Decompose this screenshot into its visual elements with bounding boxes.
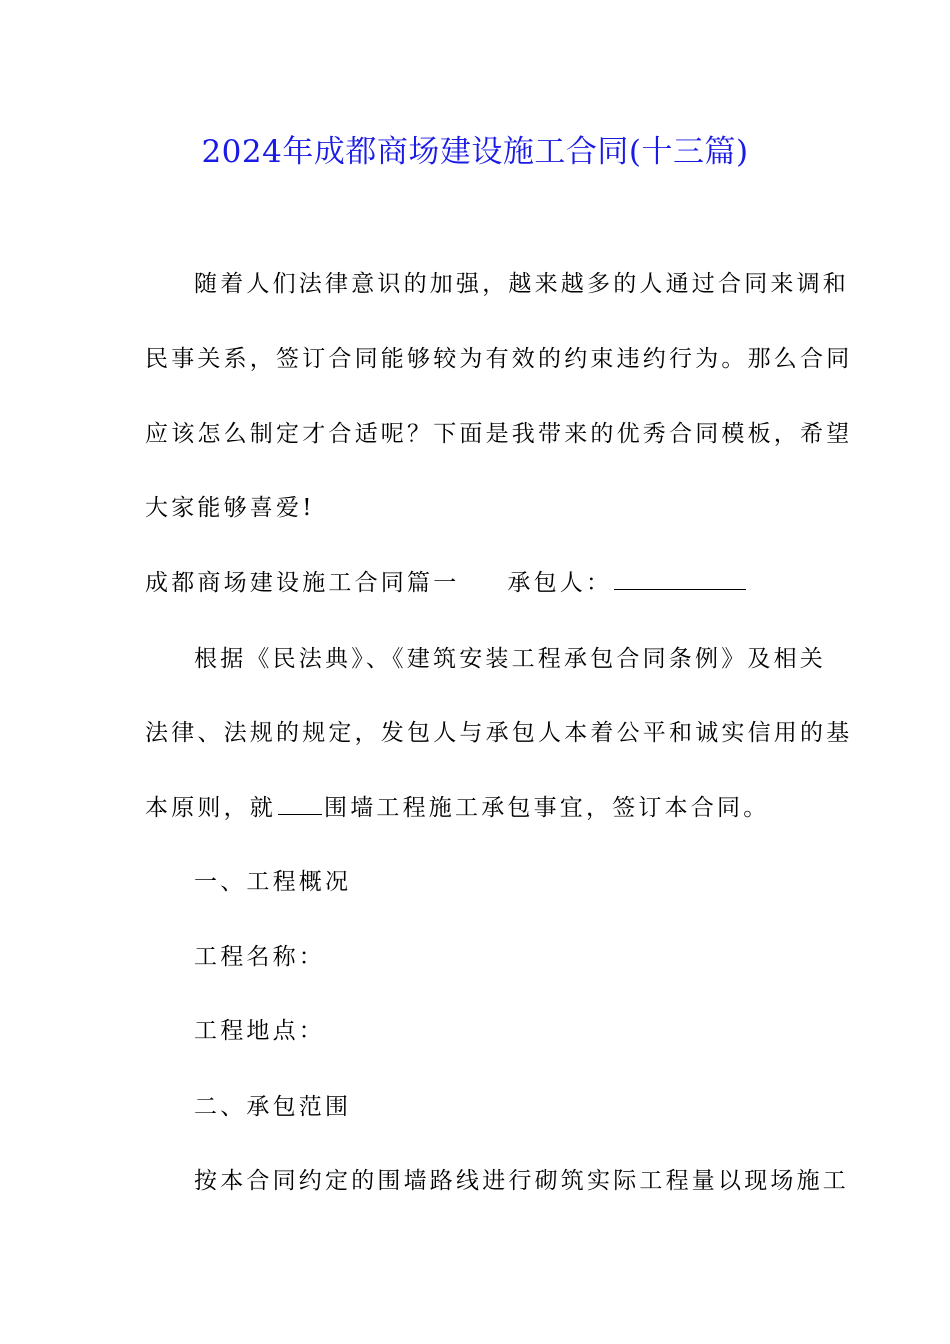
basis-line-2: 法律、法规的规定，发包人与承包人本着公平和诚实信用的基	[145, 720, 853, 746]
section-heading: 成都商场建设施工合同篇一	[145, 570, 460, 596]
intro-line-3: 应该怎么制定才合适呢？下面是我带来的优秀合同模板，希望	[145, 421, 853, 447]
project-name-label: 工程名称：	[194, 944, 325, 970]
project-blank	[278, 788, 322, 815]
item2-heading: 二、承包范围	[194, 1094, 352, 1120]
section-heading-line	[145, 563, 805, 603]
basis-line-3	[145, 788, 805, 828]
contractor-label: 承包人：	[507, 570, 613, 596]
basis-line-3-before: 本原则，就	[145, 795, 276, 821]
document-title: 2024年成都商场建设施工合同(十三篇)	[201, 134, 749, 170]
basis-line-1: 根据《民法典》、《建筑安装工程承包合同条例》及相关	[194, 646, 826, 672]
intro-line-2: 民事关系，签订合同能够较为有效的约束违约行为。那么合同	[145, 346, 853, 372]
scope-line: 按本合同约定的围墙路线进行砌筑实际工程量以现场施工	[194, 1168, 849, 1194]
intro-line-1: 随着人们法律意识的加强，越来越多的人通过合同来调和	[194, 271, 849, 297]
item1-heading: 一、工程概况	[194, 869, 352, 895]
intro-line-4: 大家能够喜爱!	[145, 495, 315, 521]
basis-line-3-after: 围墙工程施工承包事宜，签订本合同。	[324, 795, 770, 821]
project-location-label: 工程地点：	[194, 1018, 325, 1044]
contractor-blank	[614, 563, 746, 590]
